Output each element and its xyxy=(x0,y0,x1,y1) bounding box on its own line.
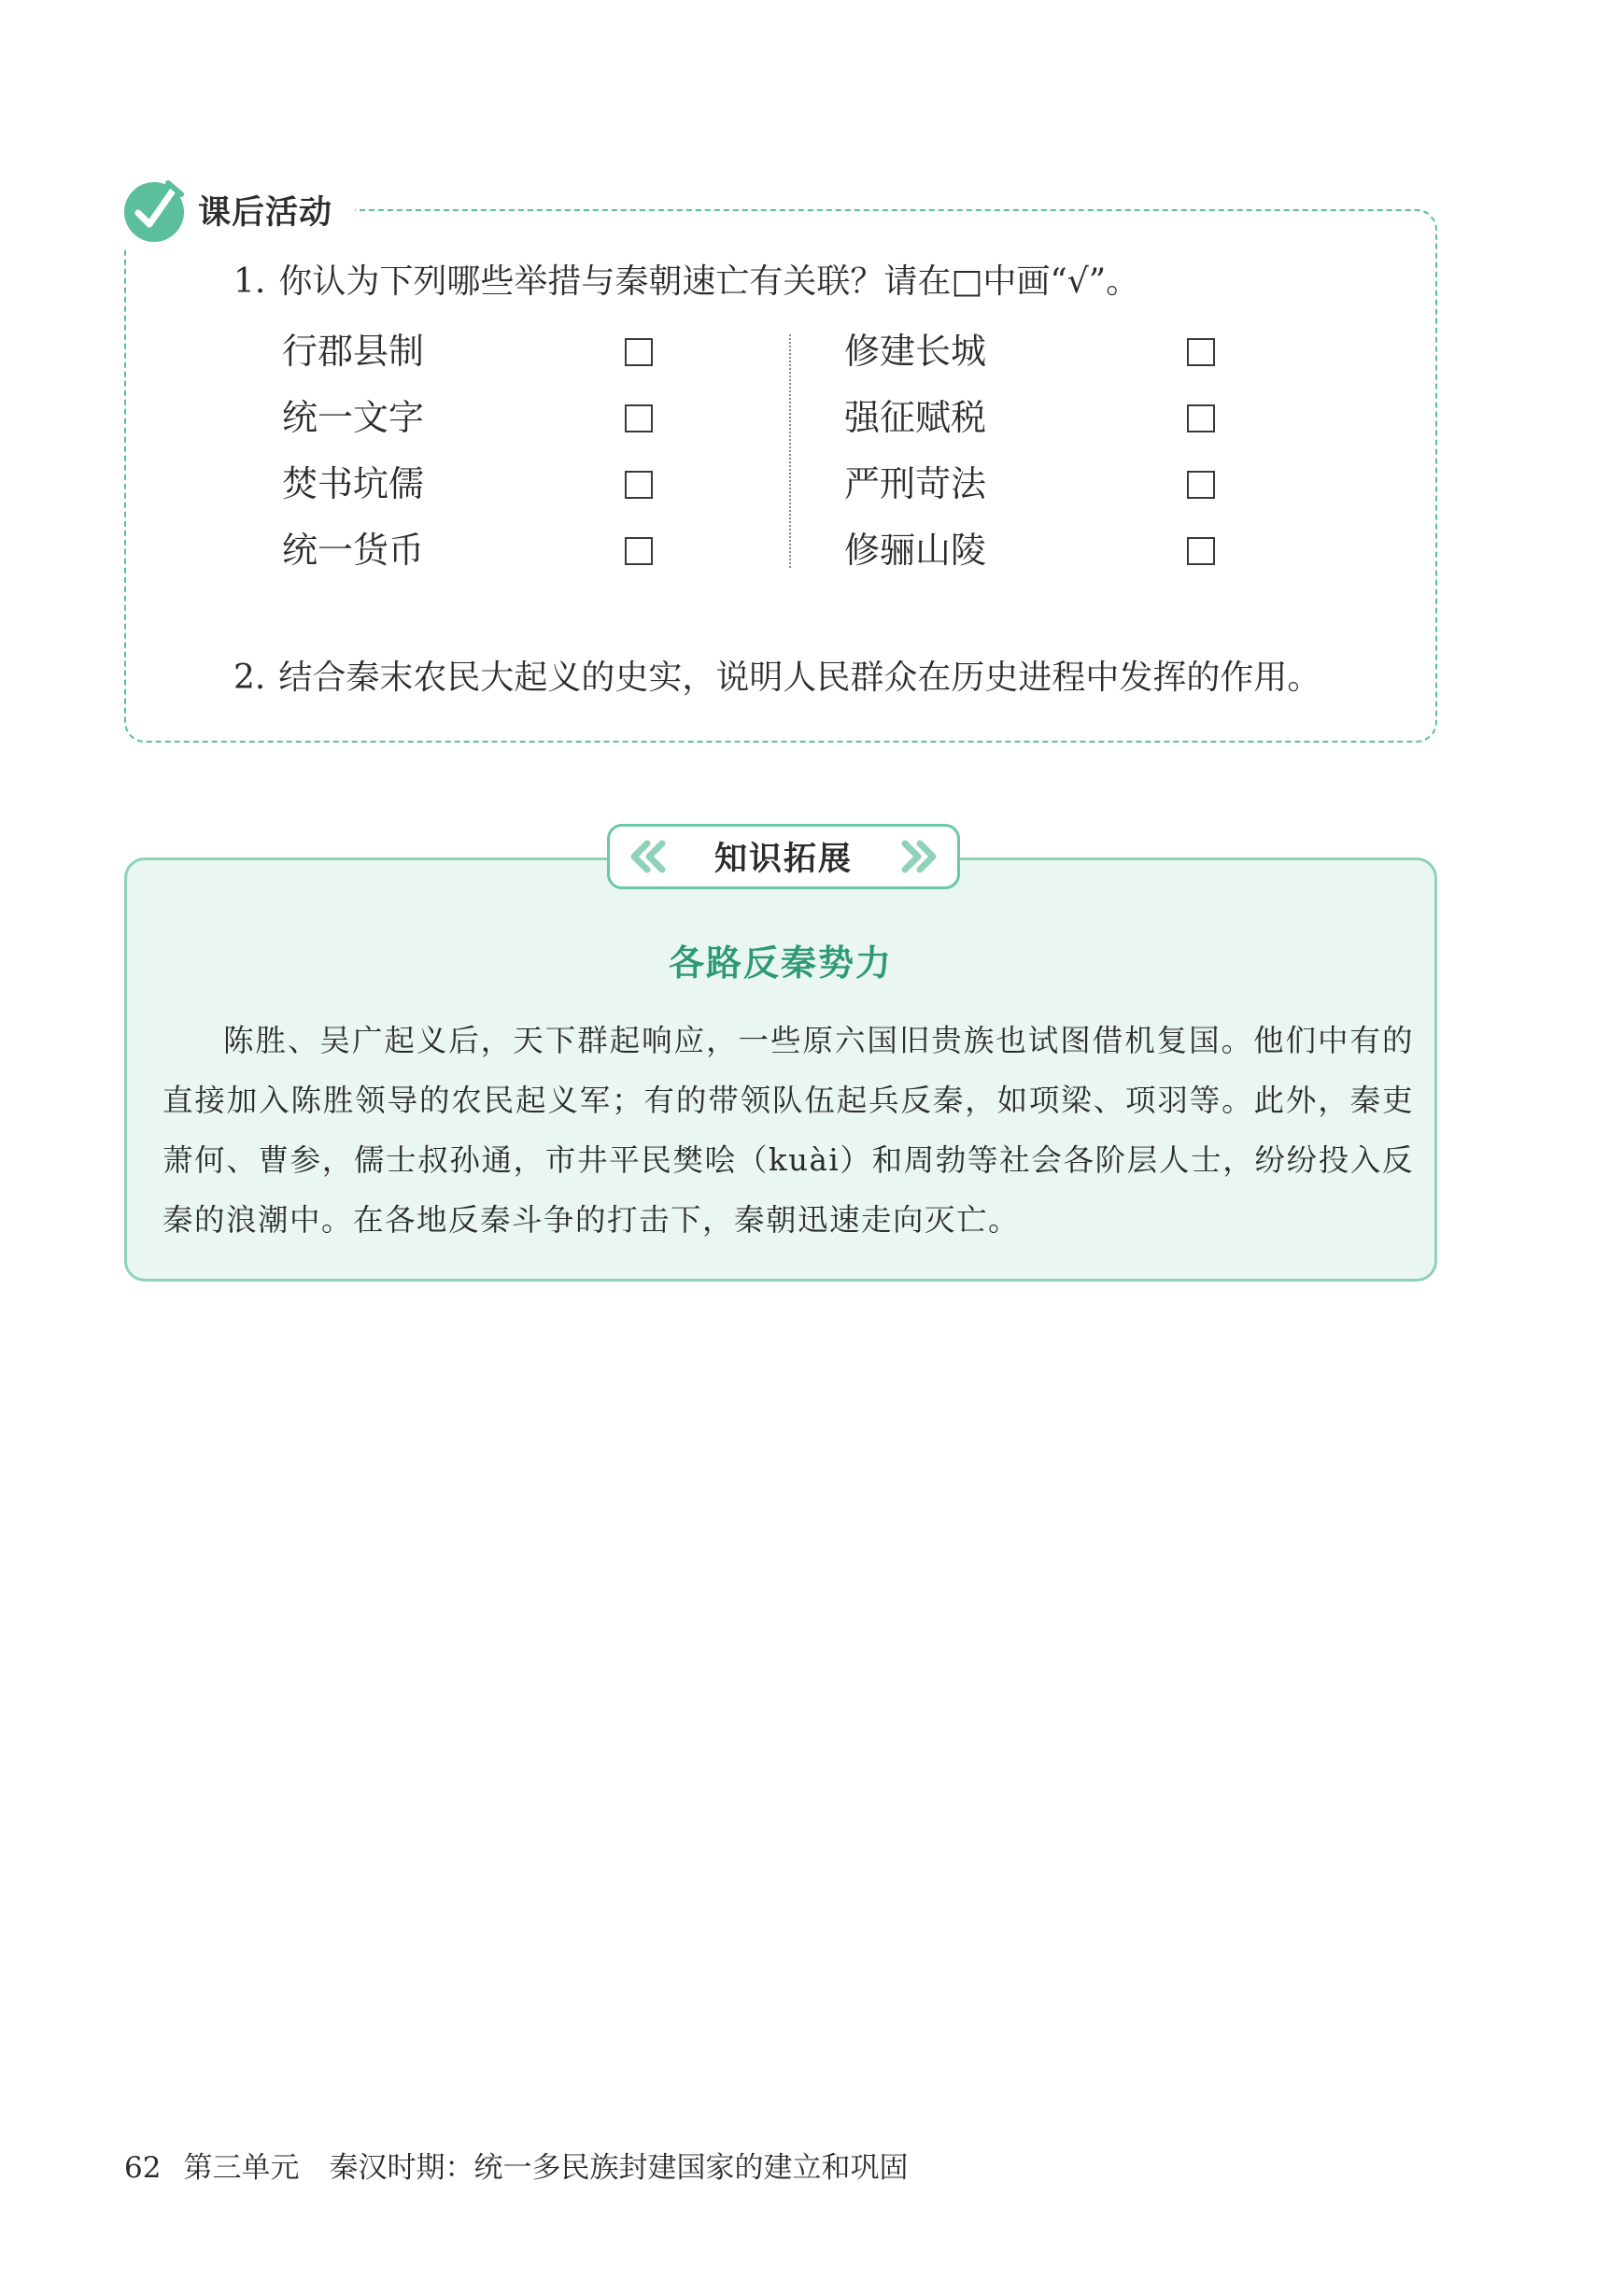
unit-name: 第三单元 xyxy=(183,2151,300,2185)
question-2-text: 结合秦末农民大起义的史实，说明人民群众在历史进程中发挥的作用。 xyxy=(278,659,1321,697)
option-grid xyxy=(282,325,1244,570)
question-1-number: 1. xyxy=(233,262,266,301)
option-row xyxy=(844,325,1246,391)
option-column-left xyxy=(282,325,684,590)
option-label: 修骊山陵 xyxy=(844,530,987,571)
option-checkbox[interactable] xyxy=(625,404,653,432)
option-label: 行郡县制 xyxy=(282,331,425,372)
knowledge-heading: 各路反秦势力 xyxy=(668,942,893,984)
unit-title: 秦汉时期：统一多民族封建国家的建立和巩固 xyxy=(329,2151,909,2185)
option-row xyxy=(282,458,684,524)
option-label: 严刑苛法 xyxy=(844,463,987,504)
question-2-number: 2. xyxy=(233,659,266,697)
pencil-check-icon xyxy=(120,176,189,245)
option-row xyxy=(282,524,684,590)
option-label: 统一文字 xyxy=(282,397,425,438)
option-checkbox[interactable] xyxy=(625,471,653,499)
option-checkbox[interactable] xyxy=(625,338,653,366)
question-2 xyxy=(233,654,1320,702)
option-checkbox[interactable] xyxy=(1187,404,1215,432)
knowledge-tab-title: 知识拓展 xyxy=(713,841,853,878)
knowledge-paragraph: 陈胜、吴广起义后，天下群起响应，一些原六国旧贵族也试图借机复国。他们中有的直接加入陈胜领导的农民起义军；有的带领队伍起兵反秦，如项梁、项羽等。此外，秦吏萧何、曹参，儒士叔孙通，市井平民樊哙（kuài）和周勃等社会各阶层人士，纷纷投入反秦的浪潮中。在各地反秦斗争的打击下，秦朝迅速走向灭亡。 xyxy=(162,1023,1414,1238)
option-row xyxy=(282,325,684,391)
question-1 xyxy=(233,258,1139,306)
double-chevron-left-icon xyxy=(627,838,668,875)
option-label: 强征赋税 xyxy=(844,397,987,438)
double-chevron-right-icon xyxy=(899,838,940,875)
option-row xyxy=(282,391,684,458)
option-label: 焚书坑儒 xyxy=(282,463,425,504)
option-column-right xyxy=(844,325,1246,590)
activity-header xyxy=(120,174,355,247)
option-checkbox[interactable] xyxy=(1187,338,1215,366)
option-checkbox[interactable] xyxy=(625,537,653,565)
option-row xyxy=(844,524,1246,590)
page-footer xyxy=(124,2146,908,2189)
question-1-text: 你认为下列哪些举措与秦朝速亡有关联？请在□中画“√”。 xyxy=(278,262,1140,301)
option-label: 统一货币 xyxy=(282,530,425,571)
option-checkbox[interactable] xyxy=(1187,471,1215,499)
activity-title: 课后活动 xyxy=(198,194,333,232)
option-divider xyxy=(789,334,791,568)
knowledge-body xyxy=(162,1011,1414,1250)
option-checkbox[interactable] xyxy=(1187,537,1215,565)
page-number: 62 xyxy=(124,2151,162,2185)
option-row xyxy=(844,458,1246,524)
option-row xyxy=(844,391,1246,458)
option-label: 修建长城 xyxy=(844,331,987,372)
knowledge-tab xyxy=(607,824,960,889)
